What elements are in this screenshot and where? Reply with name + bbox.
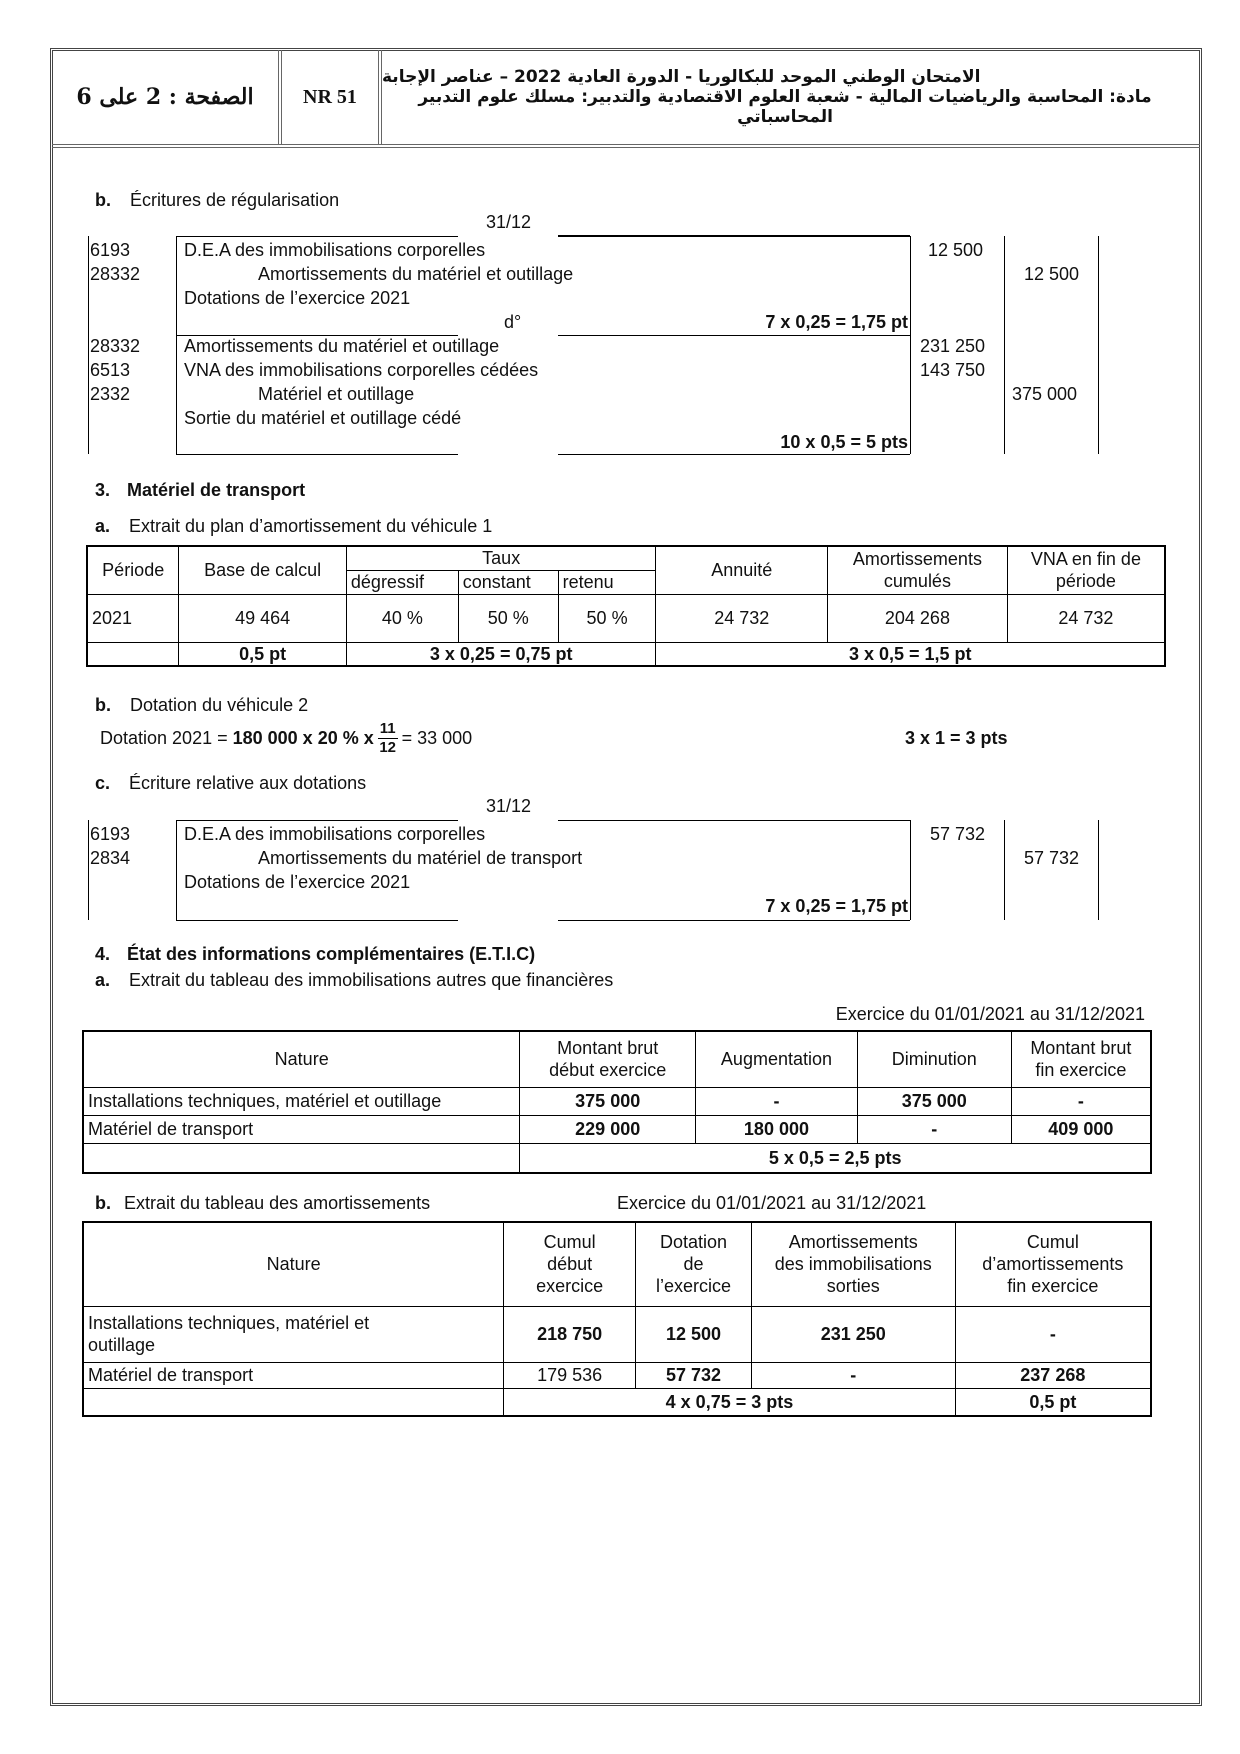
account-number: 2834: [90, 848, 131, 868]
section-title: Extrait du tableau des immobilisations autres que financières: [129, 970, 614, 990]
table-row: [83, 1087, 1151, 1115]
cell-vna: 24 732: [1007, 594, 1165, 642]
cell-augmentation: -: [696, 1087, 858, 1115]
score: 3 x 0,25 = 0,75 pt: [346, 642, 656, 666]
cell-retenu: 50 %: [558, 594, 656, 642]
cell-annuite: 24 732: [656, 594, 828, 642]
rule: [1098, 236, 1099, 454]
entry-label: Sortie du matériel et outillage cédé: [184, 408, 462, 428]
score-row: [87, 642, 1165, 666]
formula-prefix: Dotation 2021 =: [100, 727, 228, 748]
rule: [88, 820, 89, 920]
entry-top-rule: [558, 820, 910, 821]
header-fin: Montant brut fin exercice: [1011, 1031, 1151, 1087]
score: 3 x 0,5 = 1,5 pt: [656, 642, 1165, 666]
cell-fin: -: [1011, 1087, 1151, 1115]
exam-title-line1: الامتحان الوطني الموحد للبكالوريا - الدورة العادية 2022 – عناصر الإجابة: [382, 67, 981, 87]
cell-cumul-fin: 237 268: [955, 1362, 1151, 1388]
formula-expression: 180 000 x 20 % x: [232, 727, 374, 748]
exam-code: NR 51: [282, 50, 382, 144]
table-row: [83, 1362, 1151, 1388]
entry-label: Dotations de l’exercice 2021: [184, 288, 411, 308]
section-3b-heading: [95, 695, 308, 716]
rule: [1004, 820, 1005, 920]
section-title: Écritures de régularisation: [130, 190, 340, 210]
header-base: Base de calcul: [179, 546, 347, 594]
entry-bottom-rule: [558, 454, 910, 455]
immobilisations-table: [82, 1030, 1152, 1174]
header-nature: Nature: [83, 1222, 504, 1306]
cell-sorties: -: [751, 1362, 955, 1388]
score: 0,5 pt: [179, 642, 347, 666]
section-b-regularisation-heading: [95, 190, 339, 211]
debit-amount: 143 750: [920, 360, 986, 380]
rule: [176, 820, 177, 920]
fraction-numerator: 11: [379, 719, 396, 737]
cell-cumul-fin: -: [955, 1306, 1151, 1362]
credit-amount: 57 732: [1024, 848, 1080, 868]
section-3-heading: [95, 480, 305, 501]
rule: [910, 236, 911, 454]
amortization-plan-table: [86, 545, 1166, 667]
section-title: Extrait du tableau des amortissements: [124, 1193, 431, 1213]
entry-bottom-rule: [176, 920, 458, 921]
header-constant: constant: [458, 570, 558, 594]
empty-cell: [83, 1388, 504, 1416]
header-cumul-debut: Cumul début exercice: [504, 1222, 636, 1306]
entry-label: Amortissements du matériel de transport: [258, 848, 583, 868]
cell-base: 49 464: [179, 594, 347, 642]
fraction-denominator: 12: [379, 738, 396, 756]
section-marker: b.: [95, 190, 111, 210]
score: 10 x 0,5 = 5 pts: [780, 432, 908, 452]
page-number: الصفحة : 2 على 6: [52, 50, 282, 144]
header-cumul-fin: Cumul d’amortissements fin exercice: [955, 1222, 1151, 1306]
header-diminution: Diminution: [857, 1031, 1011, 1087]
journal-regularisation: [88, 212, 1108, 454]
table-header-row: [87, 546, 1165, 570]
cell-cumul-debut: 179 536: [504, 1362, 636, 1388]
formula-result: = 33 000: [401, 727, 473, 748]
cell-fin: 409 000: [1011, 1115, 1151, 1143]
header-retenu: retenu: [558, 570, 656, 594]
section-marker: c.: [95, 773, 111, 793]
empty-cell: [87, 642, 179, 666]
table-header-row: [83, 1031, 1151, 1087]
rule: [1004, 236, 1005, 454]
cell-diminution: -: [857, 1115, 1011, 1143]
exam-title: [382, 50, 1200, 144]
journal-date: 31/12: [486, 212, 532, 232]
rule: [910, 820, 911, 920]
credit-amount: 12 500: [1024, 264, 1080, 284]
cell-amort-cumules: 204 268: [828, 594, 1008, 642]
account-number: 6513: [90, 360, 131, 380]
header-taux: Taux: [346, 546, 656, 570]
exam-title-line2: مادة: المحاسبة والرياضيات المالية - شعبة العلوم الاقتصادية والتدبير: مسلك علوم التدبير المحاسباتي: [418, 87, 1152, 127]
rule: [1098, 820, 1099, 920]
cell-debut: 229 000: [520, 1115, 696, 1143]
section-4a-heading: [95, 970, 613, 991]
cell-nature: Matériel de transport: [83, 1362, 504, 1388]
table-row: [87, 594, 1165, 642]
cell-constant: 50 %: [458, 594, 558, 642]
entry-separator: [558, 335, 910, 336]
debit-amount: 57 732: [930, 824, 986, 844]
account-number: 28332: [90, 336, 141, 356]
table-header-row: [83, 1222, 1151, 1306]
entry-bottom-rule: [558, 920, 910, 921]
cell-nature: Matériel de transport: [83, 1115, 520, 1143]
section-marker: b.: [95, 1193, 111, 1213]
section-4-heading: [95, 944, 535, 965]
page-header: [52, 50, 1200, 148]
empty-cell: [83, 1143, 520, 1173]
header-periode: Période: [87, 546, 179, 594]
cell-diminution: 375 000: [857, 1087, 1011, 1115]
account-number: 6193: [90, 240, 131, 260]
entry-label: D.E.A des immobilisations corporelles: [184, 824, 486, 844]
dotation-formula: [100, 716, 472, 760]
entry-label: Dotations de l’exercice 2021: [184, 872, 411, 892]
header-sorties: Amortissements des immobilisations sorties: [751, 1222, 955, 1306]
header-augmentation: Augmentation: [696, 1031, 858, 1087]
date-rule-right: [558, 235, 910, 236]
cell-nature: Installations techniques, matériel et outillage: [83, 1306, 504, 1362]
score: 7 x 0,25 = 1,75 pt: [765, 896, 908, 916]
header-amort-cumules: Amortissements cumulés: [828, 546, 1008, 594]
amortissements-table: [82, 1221, 1152, 1417]
rule: [88, 236, 89, 454]
cell-debut: 375 000: [520, 1087, 696, 1115]
score-row: [83, 1388, 1151, 1416]
entry-bottom-rule: [176, 454, 458, 455]
ditto-mark: d°: [504, 312, 522, 332]
section-title: État des informations complémentaires (E.T.I.C): [127, 944, 536, 964]
cell-augmentation: 180 000: [696, 1115, 858, 1143]
cell-dotation: 57 732: [636, 1362, 752, 1388]
score: 0,5 pt: [955, 1388, 1151, 1416]
cell-cumul-debut: 218 750: [504, 1306, 636, 1362]
section-number: 4.: [95, 944, 111, 964]
entry-label: D.E.A des immobilisations corporelles: [184, 240, 486, 260]
header-dotation: Dotation de l’exercice: [636, 1222, 752, 1306]
entry-label: Amortissements du matériel et outillage: [184, 336, 500, 356]
section-marker: a.: [95, 970, 111, 990]
section-3c-heading: [95, 773, 366, 794]
header-nature: Nature: [83, 1031, 520, 1087]
header-debut: Montant brut début exercice: [520, 1031, 696, 1087]
cell-sorties: 231 250: [751, 1306, 955, 1362]
section-title: Écriture relative aux dotations: [129, 773, 367, 793]
entry-top-rule: [176, 820, 458, 821]
header-degressif: dégressif: [346, 570, 458, 594]
section-marker: b.: [95, 695, 111, 715]
section-title: Dotation du véhicule 2: [130, 695, 309, 715]
section-title: Matériel de transport: [127, 480, 306, 500]
section-number: 3.: [95, 480, 111, 500]
score: 7 x 0,25 = 1,75 pt: [765, 312, 908, 332]
debit-amount: 231 250: [920, 336, 986, 356]
journal-dotations: [88, 796, 1108, 922]
section-3a-heading: [95, 516, 492, 537]
section-marker: a.: [95, 516, 111, 536]
account-number: 28332: [90, 264, 141, 284]
header-annuite: Annuité: [656, 546, 828, 594]
entry-label: Matériel et outillage: [258, 384, 415, 404]
section-title: Extrait du plan d’amortissement du véhicule 1: [129, 516, 493, 536]
cell-nature: Installations techniques, matériel et outillage: [83, 1087, 520, 1115]
cell-periode: 2021: [87, 594, 179, 642]
entry-label: VNA des immobilisations corporelles cédées: [184, 360, 539, 380]
account-number: 6193: [90, 824, 131, 844]
score: 5 x 0,5 = 2,5 pts: [520, 1143, 1151, 1173]
score: 3 x 1 = 3 pts: [905, 728, 1008, 748]
score-row: [83, 1143, 1151, 1173]
rule: [176, 236, 177, 454]
period-label: Exercice du 01/01/2021 au 31/12/2021: [617, 1193, 927, 1213]
table-row: [83, 1115, 1151, 1143]
header-vna: VNA en fin de période: [1007, 546, 1165, 594]
journal-date: 31/12: [486, 796, 532, 816]
fraction: [378, 720, 398, 757]
score: 4 x 0,75 = 3 pts: [504, 1388, 955, 1416]
section-4b-heading: [95, 1193, 430, 1214]
cell-dotation: 12 500: [636, 1306, 752, 1362]
debit-amount: 12 500: [928, 240, 984, 260]
cell-degressif: 40 %: [346, 594, 458, 642]
account-number: 2332: [90, 384, 131, 404]
credit-amount: 375 000: [1012, 384, 1078, 404]
entry-label: Amortissements du matériel et outillage: [258, 264, 574, 284]
table-row: [83, 1306, 1151, 1362]
period-label: Exercice du 01/01/2021 au 31/12/2021: [835, 1004, 1145, 1024]
